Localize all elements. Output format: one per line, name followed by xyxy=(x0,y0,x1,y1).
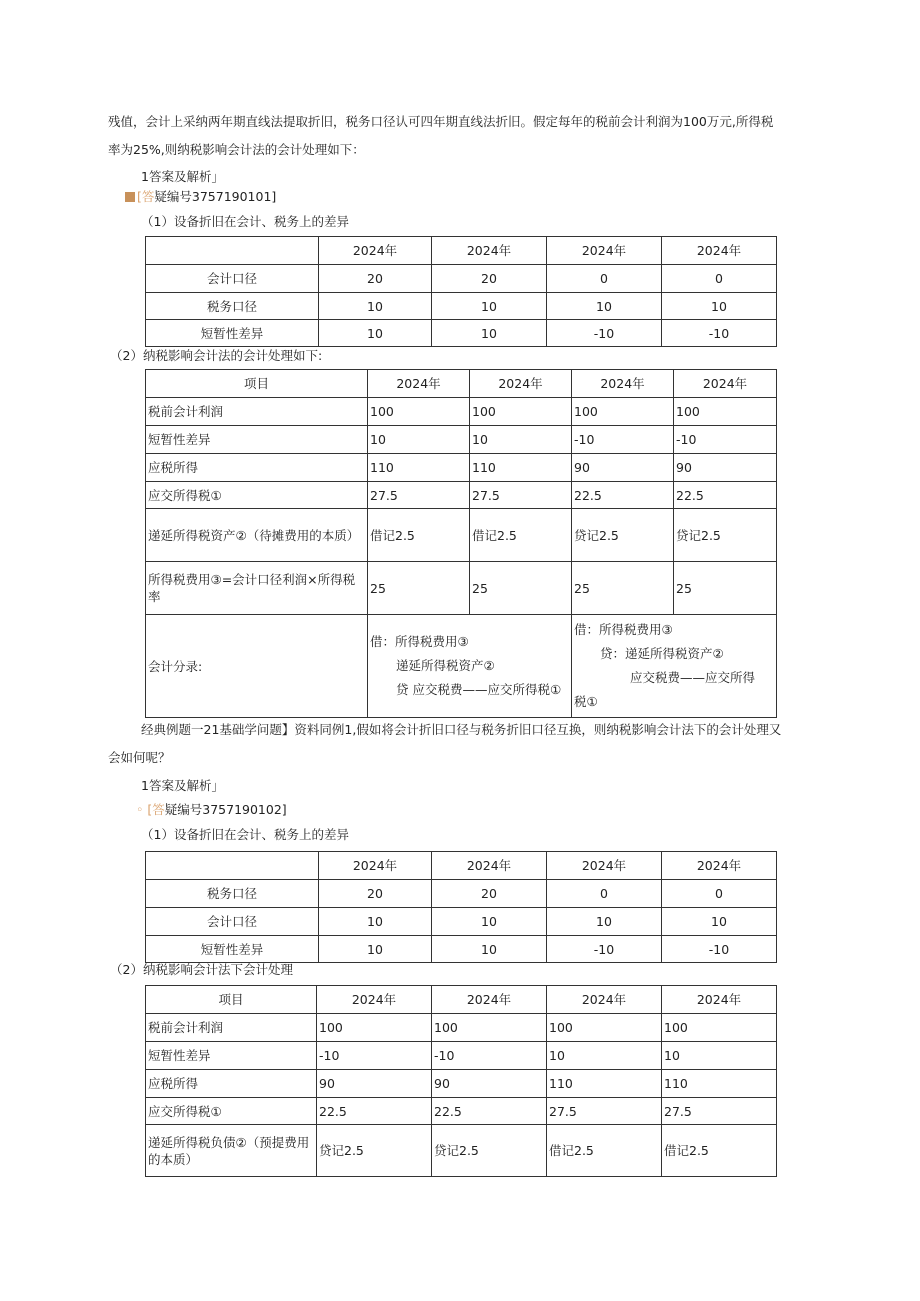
row-label: 递延所得税负债②（预提费用的本质） xyxy=(146,1125,317,1177)
qid-prefix: [答 xyxy=(147,802,165,817)
table-row xyxy=(146,482,777,509)
table-cell: 22.5 xyxy=(432,1098,547,1125)
entry-right xyxy=(572,615,777,718)
entry-line: 贷 应交税费——应交所得税① xyxy=(396,682,562,697)
table-cell: -10 xyxy=(572,426,674,454)
tax-effect-table-1 xyxy=(145,369,777,718)
table-row xyxy=(146,398,777,426)
table-cell: 借记2.5 xyxy=(662,1125,777,1177)
question-id-1 xyxy=(125,189,276,205)
row-label: 所得税费用③=会计口径利润×所得税率 xyxy=(146,562,368,615)
table-cell: 90 xyxy=(317,1070,432,1098)
table-row xyxy=(146,1014,777,1042)
table-cell: 借记2.5 xyxy=(368,509,470,562)
row-label: 会计分录: xyxy=(146,615,368,718)
table-cell: 110 xyxy=(470,454,572,482)
header-cell: 2024年 xyxy=(317,986,432,1014)
entry-line: 税① xyxy=(574,694,598,709)
table-cell: 10 xyxy=(319,936,432,963)
header-cell: 项目 xyxy=(146,986,317,1014)
marker-icon xyxy=(125,192,135,202)
table-cell: 90 xyxy=(432,1070,547,1098)
header-row xyxy=(146,986,777,1014)
row-label: 短暂性差异 xyxy=(146,936,319,963)
example-line-2: 会如何呢？ xyxy=(108,750,171,765)
table-row xyxy=(146,1125,777,1177)
depreciation-diff-table-1 xyxy=(145,236,777,347)
table-cell: -10 xyxy=(674,426,777,454)
header-cell xyxy=(146,237,319,265)
answer-label-1: 1答案及解析」 xyxy=(141,169,224,184)
table-row xyxy=(146,293,777,320)
table-row xyxy=(146,936,777,963)
table-cell: 10 xyxy=(547,1042,662,1070)
example-line-1: 经典例题一21基础学问题】资料同例1,假如将会计折旧口径与税务折旧口径互换，则纳税影响会计法下的会计处理又 xyxy=(141,722,782,737)
table-row xyxy=(146,1098,777,1125)
table-cell: 25 xyxy=(368,562,470,615)
qid-rest: 疑编号3757190101] xyxy=(154,189,277,204)
entry-line: 递延所得税资产② xyxy=(396,658,495,673)
table-row xyxy=(146,509,777,562)
table-cell: 100 xyxy=(432,1014,547,1042)
depreciation-diff-table-2 xyxy=(145,851,777,963)
answer-label-2: 1答案及解析」 xyxy=(141,778,224,793)
table-row xyxy=(146,880,777,908)
row-label: 应交所得税① xyxy=(146,1098,317,1125)
table-cell: 25 xyxy=(470,562,572,615)
header-cell: 2024年 xyxy=(432,237,547,265)
row-label: 税务口径 xyxy=(146,880,319,908)
table-row xyxy=(146,454,777,482)
row-label: 会计口径 xyxy=(146,908,319,936)
table-cell: 10 xyxy=(368,426,470,454)
row-label: 应交所得税① xyxy=(146,482,368,509)
table-cell: 10 xyxy=(432,936,547,963)
table-cell: -10 xyxy=(317,1042,432,1070)
table-cell: -10 xyxy=(432,1042,547,1070)
header-cell: 2024年 xyxy=(547,237,662,265)
header-row xyxy=(146,237,777,265)
row-label: 税务口径 xyxy=(146,293,319,320)
header-cell: 2024年 xyxy=(662,237,777,265)
table-cell: 10 xyxy=(319,320,432,347)
header-cell: 2024年 xyxy=(674,370,777,398)
table-cell: 110 xyxy=(368,454,470,482)
header-cell: 2024年 xyxy=(572,370,674,398)
subheading-1: （1）设备折旧在会计、税务上的差异 xyxy=(141,214,349,229)
table-cell: 22.5 xyxy=(317,1098,432,1125)
header-cell: 2024年 xyxy=(319,852,432,880)
entry-line: 借：所得税费用③ xyxy=(574,622,673,637)
table-row xyxy=(146,426,777,454)
table-cell: -10 xyxy=(662,320,777,347)
table-cell: 27.5 xyxy=(662,1098,777,1125)
intro-line-2: 率为25%,则纳税影响会计法的会计处理如下： xyxy=(108,142,365,157)
table-row xyxy=(146,1070,777,1098)
table-cell: 10 xyxy=(319,293,432,320)
table-cell: 贷记2.5 xyxy=(674,509,777,562)
table-cell: 100 xyxy=(368,398,470,426)
row-label: 税前会计利润 xyxy=(146,398,368,426)
subheading-4: （2）纳税影响会计法下会计处理 xyxy=(110,962,293,977)
table-cell: 10 xyxy=(662,1042,777,1070)
table-cell: 20 xyxy=(319,265,432,293)
table-cell: 100 xyxy=(547,1014,662,1042)
header-cell: 2024年 xyxy=(368,370,470,398)
table-cell: -10 xyxy=(662,936,777,963)
row-label: 税前会计利润 xyxy=(146,1014,317,1042)
table-cell: 10 xyxy=(432,293,547,320)
row-label: 应税所得 xyxy=(146,1070,317,1098)
table-cell: 25 xyxy=(572,562,674,615)
table-cell: 20 xyxy=(432,880,547,908)
table-cell: 100 xyxy=(662,1014,777,1042)
header-cell: 2024年 xyxy=(547,852,662,880)
table-cell: 10 xyxy=(432,320,547,347)
bullet-icon: ◦ xyxy=(136,802,144,817)
table-row xyxy=(146,265,777,293)
table-cell: 100 xyxy=(470,398,572,426)
table-cell: 借记2.5 xyxy=(470,509,572,562)
table-cell: 100 xyxy=(317,1014,432,1042)
table-row xyxy=(146,562,777,615)
subheading-2: （2）纳税影响会计法的会计处理如下: xyxy=(110,348,323,363)
row-label: 递延所得税资产②（待摊费用的本质） xyxy=(146,509,368,562)
header-cell xyxy=(146,852,319,880)
table-cell: 90 xyxy=(674,454,777,482)
table-cell: 0 xyxy=(662,265,777,293)
table-cell: 10 xyxy=(470,426,572,454)
table-cell: 0 xyxy=(547,880,662,908)
table-cell: 110 xyxy=(662,1070,777,1098)
table-cell: 贷记2.5 xyxy=(432,1125,547,1177)
header-cell: 2024年 xyxy=(432,852,547,880)
table-cell: 110 xyxy=(547,1070,662,1098)
table-cell: 20 xyxy=(319,880,432,908)
row-label: 会计口径 xyxy=(146,265,319,293)
table-row xyxy=(146,1042,777,1070)
table-cell: 贷记2.5 xyxy=(572,509,674,562)
table-cell: 10 xyxy=(432,908,547,936)
table-cell: -10 xyxy=(547,936,662,963)
entry-line: 借：所得税费用③ xyxy=(370,634,469,649)
table-cell: 0 xyxy=(547,265,662,293)
question-id-2 xyxy=(136,802,287,818)
table-cell: 90 xyxy=(572,454,674,482)
table-cell: 借记2.5 xyxy=(547,1125,662,1177)
journal-entry-row xyxy=(146,615,777,718)
header-cell: 2024年 xyxy=(662,852,777,880)
entry-line: 应交税费——应交所得 xyxy=(630,670,756,685)
header-row xyxy=(146,852,777,880)
table-cell: 27.5 xyxy=(547,1098,662,1125)
table-cell: 10 xyxy=(319,908,432,936)
table-cell: -10 xyxy=(547,320,662,347)
table-cell: 100 xyxy=(572,398,674,426)
table-cell: 10 xyxy=(547,908,662,936)
header-cell: 2024年 xyxy=(432,986,547,1014)
header-cell: 2024年 xyxy=(319,237,432,265)
table-cell: 10 xyxy=(547,293,662,320)
row-label: 应税所得 xyxy=(146,454,368,482)
header-cell: 2024年 xyxy=(547,986,662,1014)
subheading-3: （1）设备折旧在会计、税务上的差异 xyxy=(141,827,349,842)
header-cell: 2024年 xyxy=(470,370,572,398)
table-row xyxy=(146,320,777,347)
header-row xyxy=(146,370,777,398)
intro-line-1: 残值，会计上采纳两年期直线法提取折旧，税务口径认可四年期直线法折旧。假定每年的税前会计利润为100万元,所得税 xyxy=(108,114,774,129)
table-cell: 10 xyxy=(662,293,777,320)
table-cell: 22.5 xyxy=(674,482,777,509)
entry-left xyxy=(368,615,572,718)
tax-effect-table-2 xyxy=(145,985,777,1177)
table-cell: 贷记2.5 xyxy=(317,1125,432,1177)
table-cell: 25 xyxy=(674,562,777,615)
table-cell: 27.5 xyxy=(470,482,572,509)
qid-prefix: [答 xyxy=(137,189,155,204)
entry-line: 贷：递延所得税资产② xyxy=(600,646,724,661)
table-cell: 27.5 xyxy=(368,482,470,509)
table-cell: 10 xyxy=(662,908,777,936)
table-cell: 22.5 xyxy=(572,482,674,509)
qid-rest: 疑编号3757190102] xyxy=(164,802,287,817)
table-cell: 20 xyxy=(432,265,547,293)
header-cell: 2024年 xyxy=(662,986,777,1014)
table-cell: 0 xyxy=(662,880,777,908)
row-label: 短暂性差异 xyxy=(146,320,319,347)
table-row xyxy=(146,908,777,936)
table-cell: 100 xyxy=(674,398,777,426)
row-label: 短暂性差异 xyxy=(146,1042,317,1070)
row-label: 短暂性差异 xyxy=(146,426,368,454)
header-cell: 项目 xyxy=(146,370,368,398)
